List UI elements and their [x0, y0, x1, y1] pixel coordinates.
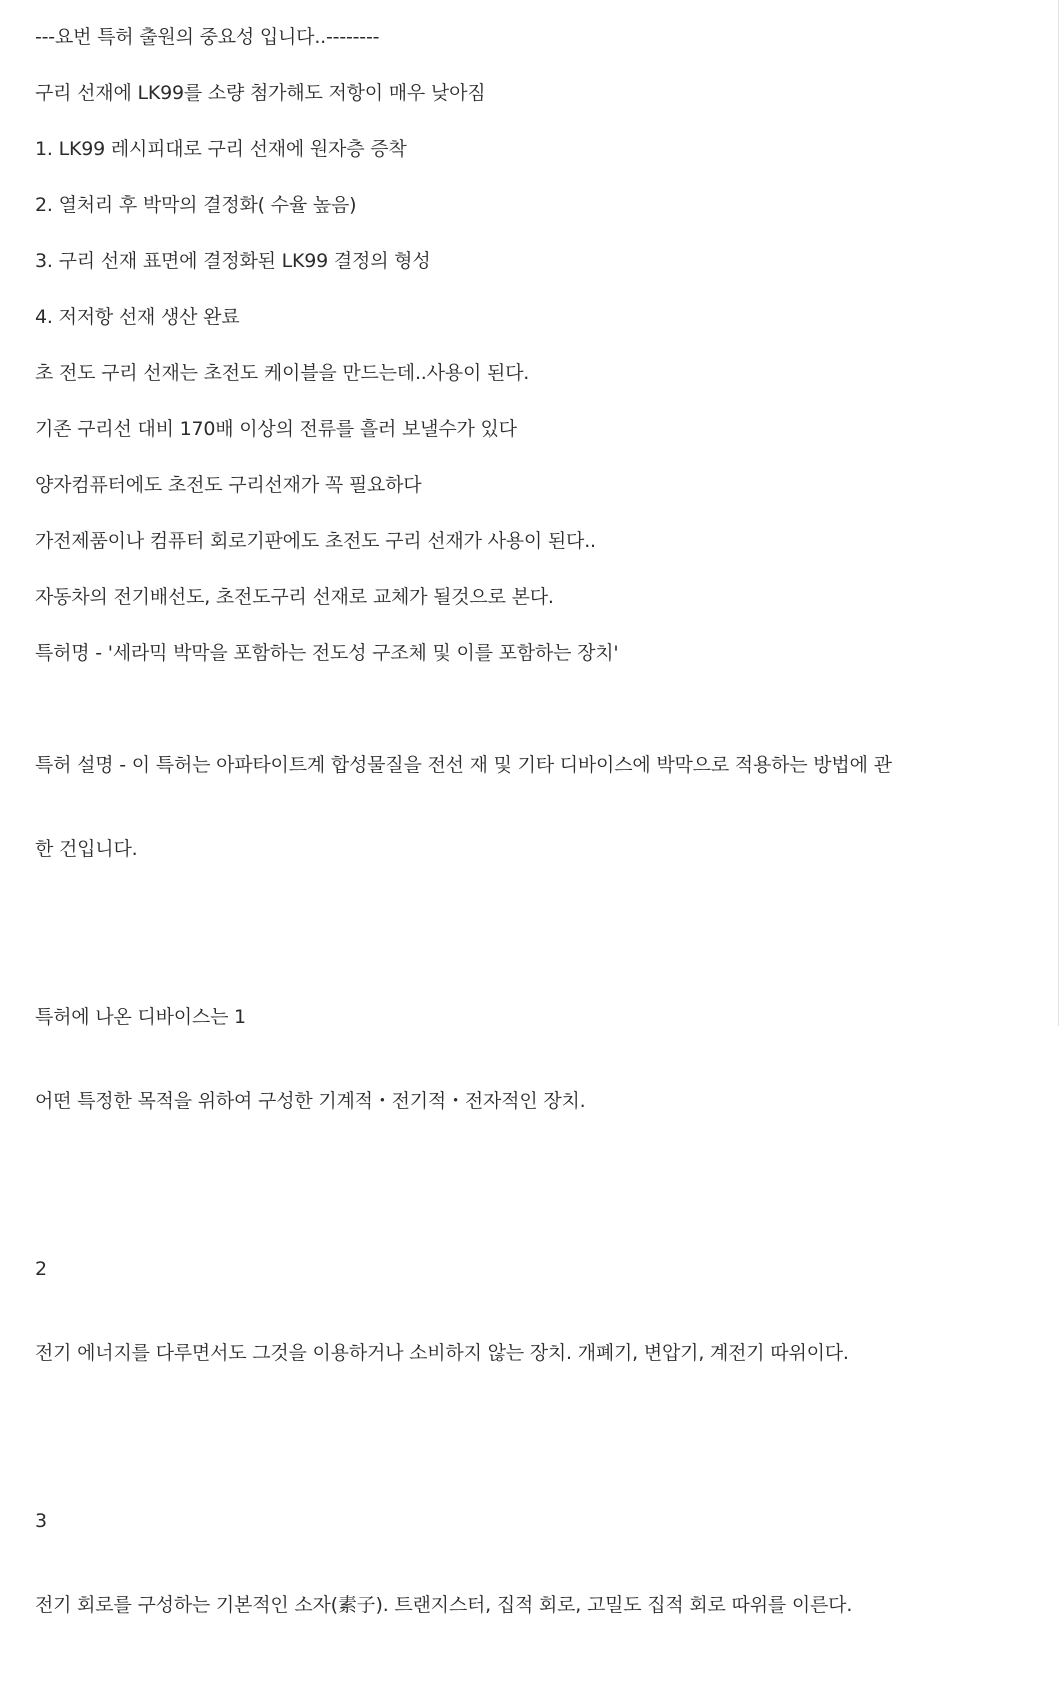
post-paragraph-appliances: 가전제품이나 컴퓨터 회로기판에도 초전도 구리 선재가 사용이 된다..	[35, 530, 596, 552]
device-definition-2-number: 2	[35, 1258, 47, 1280]
device-definition-3	[35, 1451, 1025, 1675]
device-definition-1-text: 어떤 특정한 목적을 위하여 구성한 기계적・전기적・전자적인 장치.	[35, 1090, 586, 1112]
post-body	[35, 23, 1025, 1703]
post-paragraph-quantum: 양자컴퓨터에도 초전도 구리선재가 꼭 필요하다	[35, 474, 422, 496]
post-paragraph-automotive: 자동차의 전기배선도, 초전도구리 선재로 교체가 될것으로 본다.	[35, 586, 554, 608]
device-definition-1-heading: 특허에 나온 디바이스는 1	[35, 1006, 246, 1028]
patent-description	[35, 695, 1025, 919]
device-definition-3-text: 전기 회로를 구성하는 기본적인 소자(素子). 트랜지스터, 집적 회로, 고밀도 집적 회로 따위를 이른다.	[35, 1594, 853, 1616]
step-4: 4. 저저항 선재 생산 완료	[35, 306, 240, 328]
device-definition-1	[35, 947, 1025, 1171]
patent-description-line-2: 한 건입니다.	[35, 838, 138, 860]
patent-title: 특허명 - '세라믹 박막을 포함하는 전도성 구조체 및 이를 포함하는 장치'	[35, 642, 619, 664]
post-heading-line: ---요번 특허 출원의 중요성 입니다..--------	[35, 26, 380, 48]
device-definition-2-text: 전기 에너지를 다루면서도 그것을 이용하거나 소비하지 않는 장치. 개폐기, 변압기, 계전기 따위이다.	[35, 1342, 849, 1364]
post-paragraph-current: 기존 구리선 대비 170배 이상의 전류를 흘러 보낼수가 있다	[35, 418, 517, 440]
device-definition-2	[35, 1199, 1025, 1423]
post-paragraph-cable: 초 전도 구리 선재는 초전도 케이블을 만드는데..사용이 된다.	[35, 362, 530, 384]
right-border-line	[1058, 0, 1059, 1026]
post-paragraph-summary: 구리 선재에 LK99를 소량 첨가해도 저항이 매우 낮아짐	[35, 82, 486, 104]
patent-description-line-1: 특허 설명 - 이 특허는 아파타이트계 합성물질을 전선 재 및 기타 디바이스에 박막으로 적용하는 방법에 관	[35, 754, 892, 776]
step-2: 2. 열처리 후 박막의 결정화( 수율 높음)	[35, 194, 357, 216]
step-3: 3. 구리 선재 표면에 결정화된 LK99 결정의 형성	[35, 250, 431, 272]
device-definition-3-number: 3	[35, 1510, 47, 1532]
step-1: 1. LK99 레시피대로 구리 선재에 원자층 증착	[35, 138, 407, 160]
